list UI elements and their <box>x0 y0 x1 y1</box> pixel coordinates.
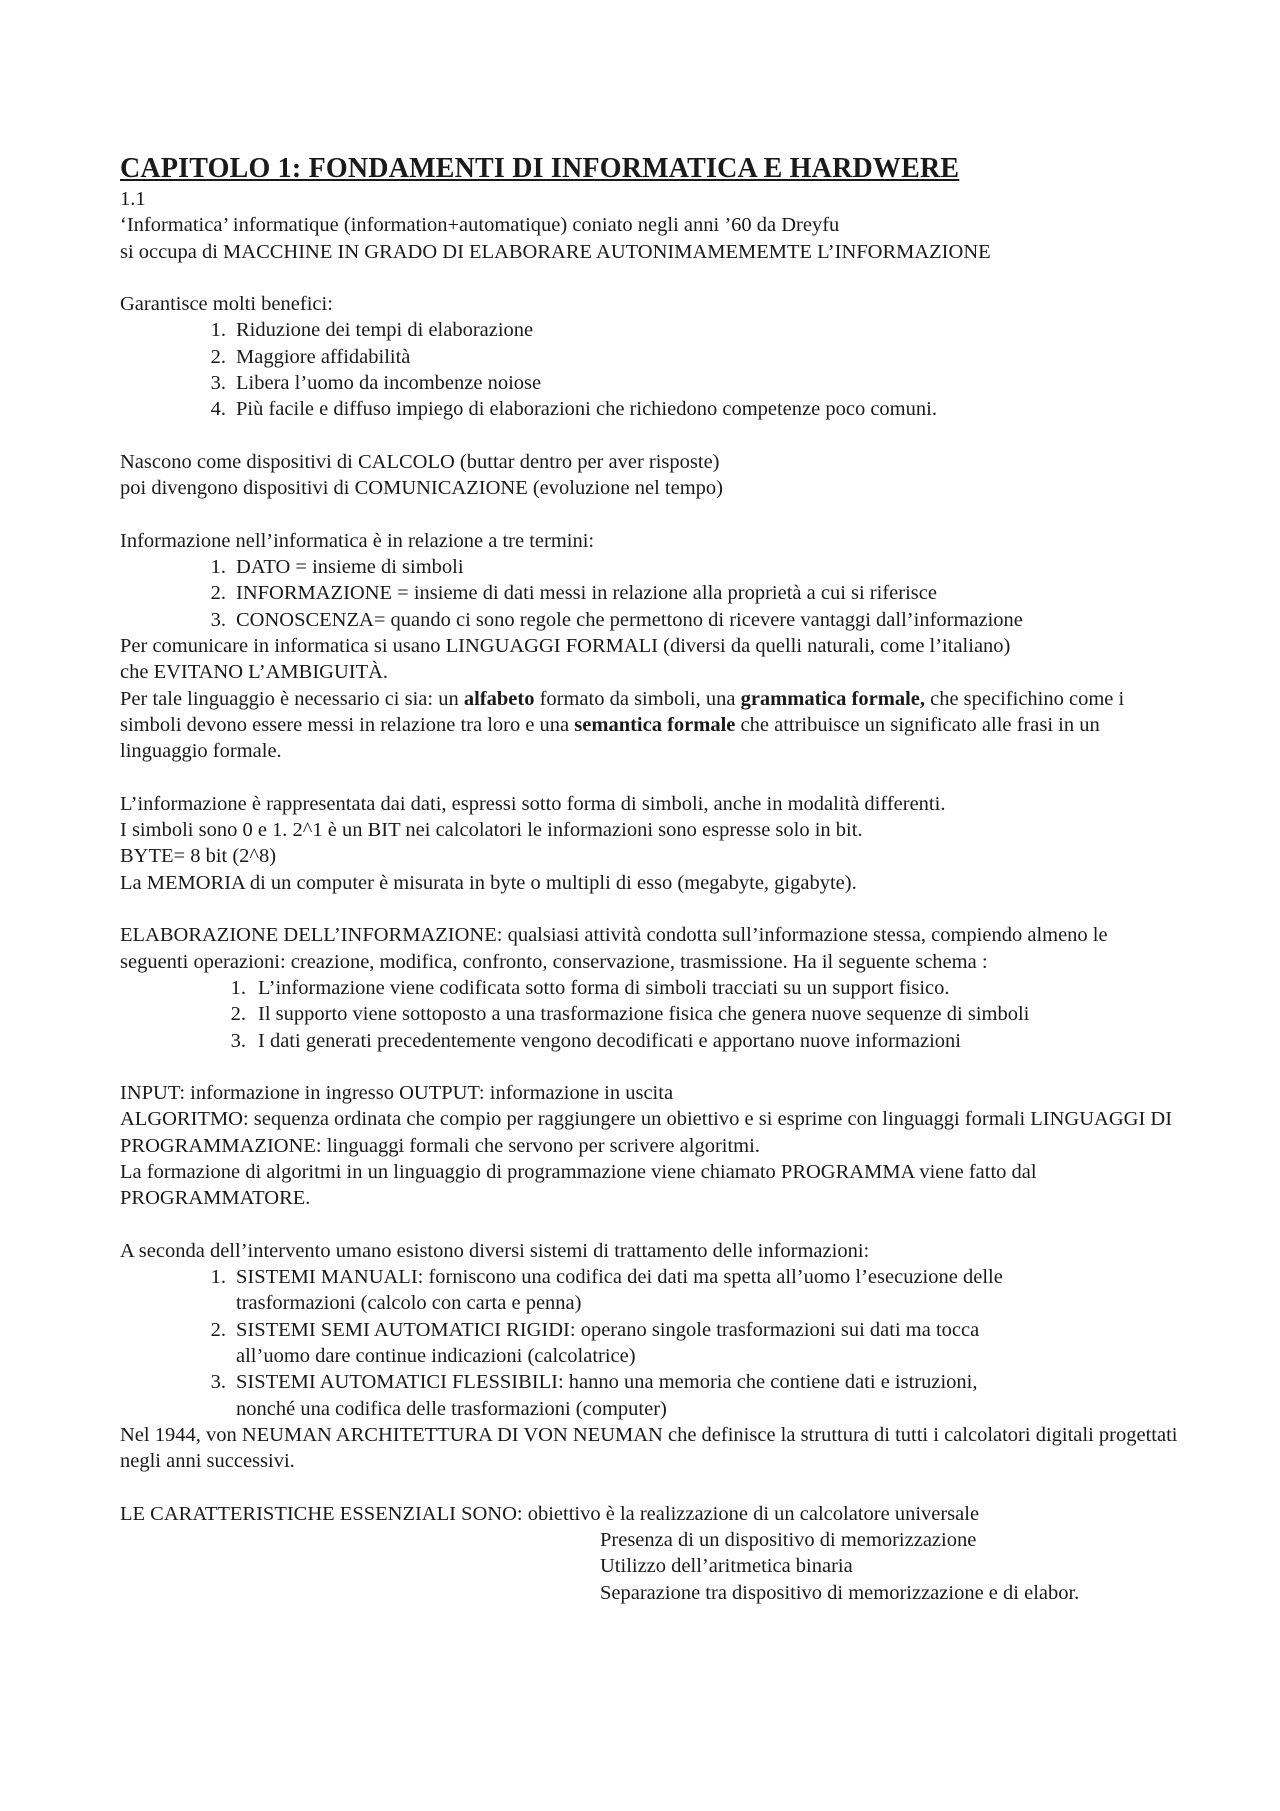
terms-heading: Informazione nell’informatica è in relazione a tre termini: <box>120 529 595 552</box>
document-page <box>120 152 1180 1606</box>
terms-list <box>120 554 1180 633</box>
list-item: Separazione tra dispositivo di memorizzazione e di elabor. <box>600 1581 1080 1604</box>
data-repr-line-1: L’informazione è rappresentata dai dati, espressi sotto forma di simboli, anche in modalità differenti. <box>120 792 946 815</box>
list-item: 2. Maggiore affidabilità <box>210 345 411 368</box>
list-item: 2. INFORMAZIONE = insieme di dati messi in relazione alla proprietà a cui si riferisce <box>210 582 937 605</box>
list-item: 1. DATO = insieme di simboli <box>210 556 464 579</box>
data-repr-line-3: BYTE= 8 bit (2^8) <box>120 845 277 868</box>
systems-heading: A seconda dell’intervento umano esistono diversi sistemi di trattamento delle informazioni: <box>120 1239 870 1262</box>
intro-line-1: ‘Informatica’ informatique (information+automatique) coniato negli anni ’60 da Dreyfu <box>120 214 840 237</box>
elaboration-paragraph: ELABORAZIONE DELL’INFORMAZIONE: qualsiasi attività condotta sull’informazione stessa, compiendo almeno le seguenti operazioni: creazione, modifica, confronto, conservazione, trasmissione. Ha il seguente schema : <box>120 924 1108 973</box>
list-item: Presenza di un dispositivo di memorizzazione <box>600 1529 977 1552</box>
io-line: INPUT: informazione in ingresso OUTPUT: informazione in uscita <box>120 1082 674 1105</box>
programma-paragraph: La formazione di algoritmi in un linguaggio di programmazione viene chiamato PROGRAMMA viene fatto dal PROGRAMMATORE. <box>120 1160 1037 1210</box>
list-item: 2. SISTEMI SEMI AUTOMATICI RIGIDI: operano singole trasformazioni sui dati ma tocca all’uomo dare continue indicazioni (calcolatrice) <box>210 1318 980 1368</box>
formal-languages-line-2: che EVITANO L’AMBIGUITÀ. <box>120 661 389 684</box>
benefits-list <box>120 317 1180 422</box>
intro-line-2: si occupa di MACCHINE IN GRADO DI ELABORARE AUTONIMAMEMEMTE L’INFORMAZIONE <box>120 240 991 263</box>
data-repr-line-4: La MEMORIA di un computer è misurata in byte o multipli di esso (megabyte, gigabyte). <box>120 871 857 894</box>
neuman-paragraph: Nel 1944, von NEUMAN ARCHITETTURA DI VON NEUMAN che definisce la struttura di tutti i calcolatori digitali progettati negli anni successivi. <box>120 1423 1178 1473</box>
chapter-title: CAPITOLO 1: FONDAMENTI DI INFORMATICA E HARDWERE <box>120 153 960 184</box>
origins-line-2: poi divengono dispositivi di COMUNICAZIONE (evoluzione nel tempo) <box>120 477 723 500</box>
list-item: 1. SISTEMI MANUALI: forniscono una codifica dei dati ma spetta all’uomo l’esecuzione delle trasformazioni (calcolo con carta e penna) <box>210 1266 1003 1315</box>
section-number: 1.1 <box>120 188 146 210</box>
systems-list <box>120 1264 1180 1422</box>
characteristics-list <box>120 1527 1180 1606</box>
list-item: 1. L’informazione viene codificata sotto forma di simboli tracciati su un support fisico. <box>230 976 950 999</box>
characteristics-line: LE CARATTERISTICHE ESSENZIALI SONO: obiettivo è la realizzazione di un calcolatore universale <box>120 1502 980 1525</box>
data-repr-line-2: I simboli sono 0 e 1. 2^1 è un BIT nei calcolatori le informazioni sono espresse solo in bit. <box>120 819 863 842</box>
formal-languages-line-1: Per comunicare in informatica si usano LINGUAGGI FORMALI (diversi da quelli naturali, come l’italiano) <box>120 635 1011 658</box>
benefits-heading: Garantisce molti benefici: <box>120 293 333 316</box>
list-item: 3. Libera l’uomo da incombenze noiose <box>210 372 542 395</box>
list-item: 4. Più facile e diffuso impiego di elaborazioni che richiedono competenze poco comuni. <box>210 398 937 421</box>
list-item: 3. I dati generati precedentemente vengono decodificati e apportano nuove informazioni <box>230 1029 961 1052</box>
list-item: 3. CONOSCENZA= quando ci sono regole che permettono di ricevere vantaggi dall’informazione <box>210 608 1023 631</box>
list-item: 1. Riduzione dei tempi di elaborazione <box>210 319 534 342</box>
origins-line-1: Nascono come dispositivi di CALCOLO (buttar dentro per aver risposte) <box>120 450 720 473</box>
list-item: 3. SISTEMI AUTOMATICI FLESSIBILI: hanno una memoria che contiene dati e istruzioni, nonché una codifica delle trasformazioni (computer) <box>210 1371 978 1420</box>
list-item: 2. Il supporto viene sottoposto a una trasformazione fisica che genera nuove sequenze di simboli <box>230 1003 1030 1026</box>
algoritmo-paragraph: ALGORITMO: sequenza ordinata che compio per raggiungere un obiettivo e si esprime con linguaggi formali LINGUAGGI DI PROGRAMMAZIONE: linguaggi formali che servono per scrivere algoritmi. <box>120 1108 1173 1157</box>
formal-languages-paragraph: Per tale linguaggio è necessario ci sia: un alfabeto formato da simboli, una grammatica formale, che specifichino come i simboli devono essere messi in relazione tra loro e una semantica formale che attribuisce un significato alle frasi in un linguaggio formale. <box>120 687 1125 763</box>
list-item: Utilizzo dell’aritmetica binaria <box>600 1555 853 1578</box>
elaboration-list <box>120 975 1180 1054</box>
